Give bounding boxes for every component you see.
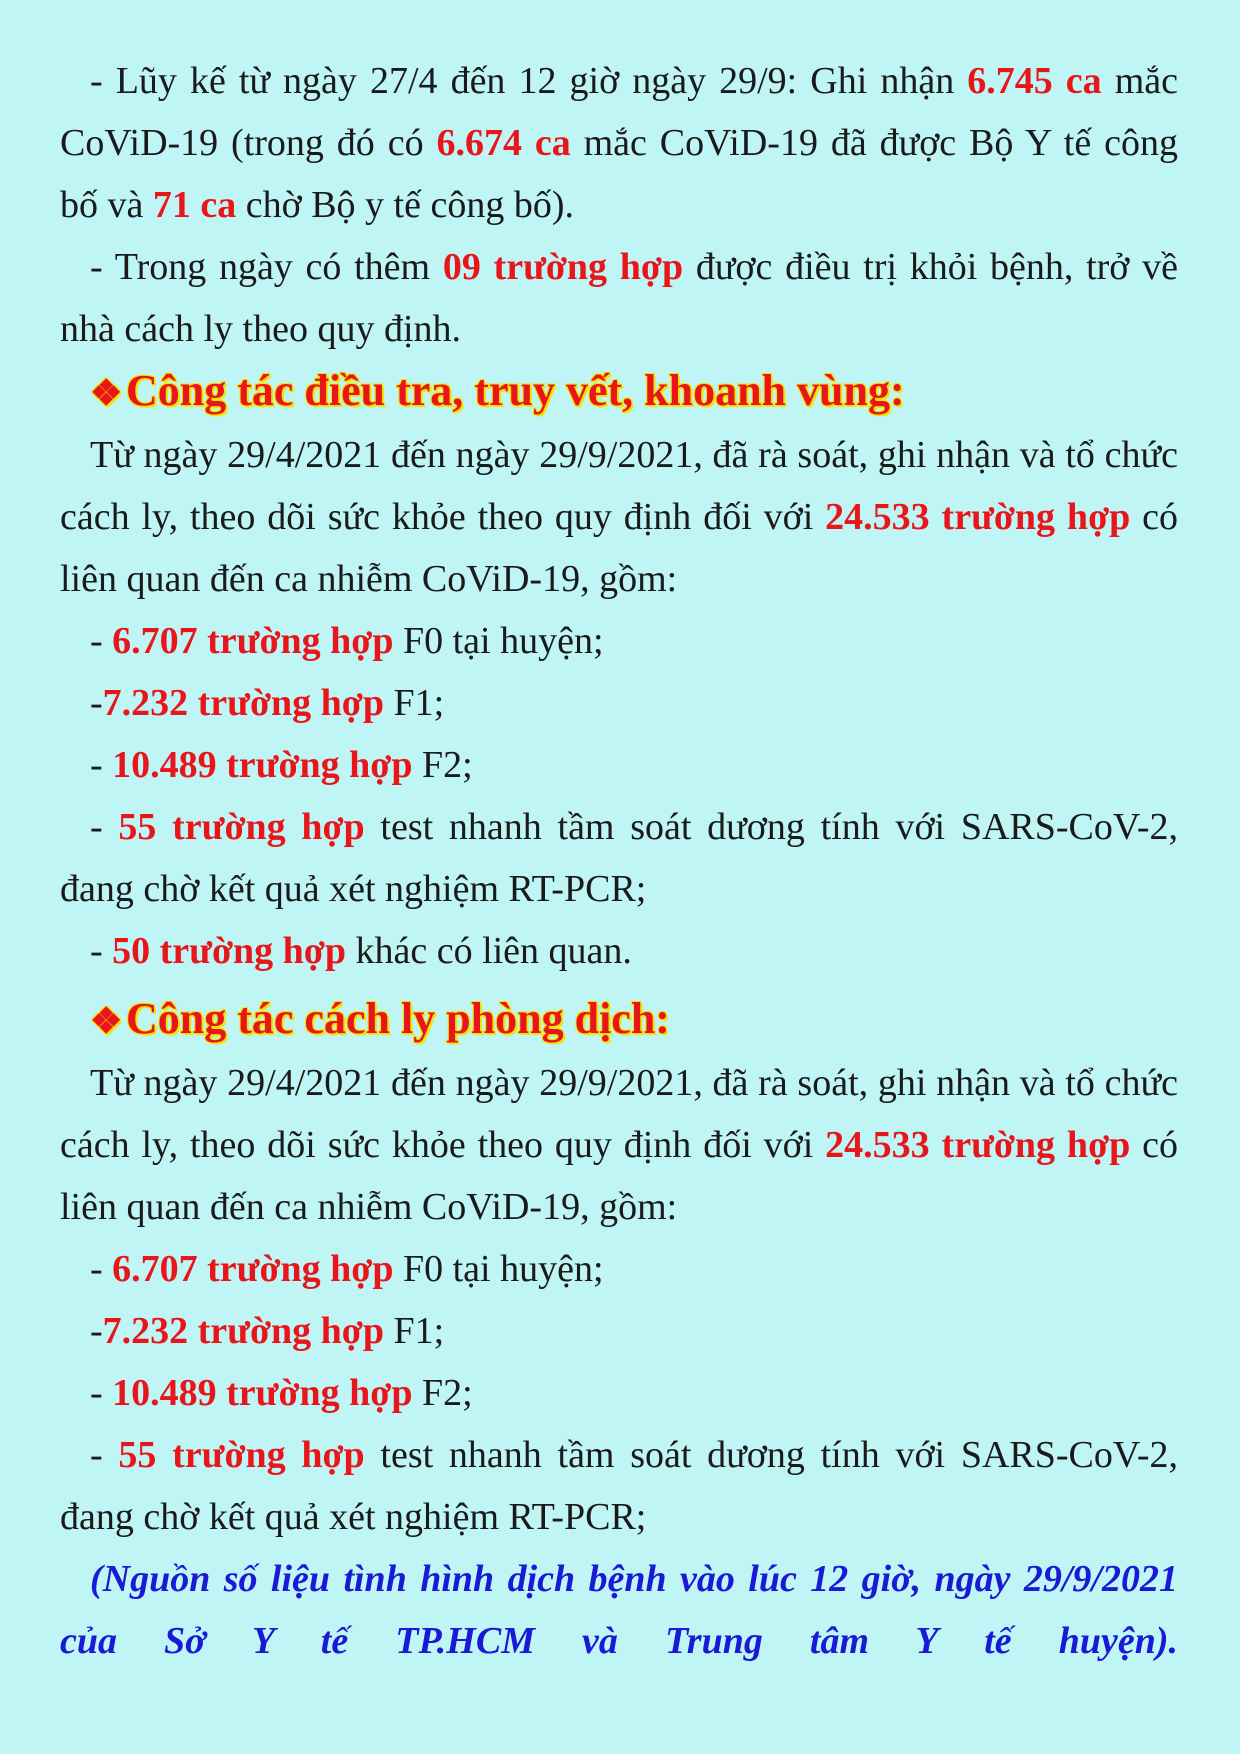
text-segment: mắc CoViD-19 đã được Bộ Y tế công bố và <box>60 122 1178 226</box>
intro-cumulative-paragraph <box>60 50 1178 236</box>
highlight-count: 6.707 trường hợp <box>112 1248 394 1290</box>
text-segment: F0 tại huyện; <box>393 1248 604 1290</box>
text-segment: F1; <box>383 682 445 724</box>
list-item <box>60 734 1178 796</box>
highlight-total-contacts: 24.533 trường hợp <box>825 496 1131 538</box>
section-heading-quarantine <box>60 988 1178 1052</box>
text-segment: chờ Bộ y tế công bố). <box>236 184 575 226</box>
highlight-announced-cases: 6.674 ca <box>436 122 571 164</box>
text-segment: Từ ngày 29/4/2021 đến ngày 29/9/2021, đã rà soát, ghi nhận và tổ chức cách ly, theo dõi sức khỏe theo quy định đối với <box>60 434 1178 538</box>
text-segment: - <box>90 744 113 786</box>
list-item <box>60 920 1178 982</box>
highlight-count: 6.707 trường hợp <box>112 620 394 662</box>
text-segment: - <box>90 806 119 848</box>
highlight-recovered-cases: 09 trường hợp <box>442 246 684 288</box>
text-segment: F2; <box>412 744 473 786</box>
section-heading-text: Công tác cách ly phòng dịch: <box>126 994 670 1043</box>
highlight-count: 55 trường hợp <box>118 806 365 848</box>
intro-recovered-paragraph <box>60 236 1178 360</box>
text-segment: có liên quan đến ca nhiễm CoViD-19, gồm: <box>60 1124 1178 1228</box>
text-segment: F2; <box>412 1372 473 1414</box>
highlight-count: 10.489 trường hợp <box>112 744 413 786</box>
list-item <box>60 672 1178 734</box>
section2-paragraph <box>60 1052 1178 1238</box>
highlight-pending-cases: 71 ca <box>152 184 237 226</box>
text-segment: - <box>90 1372 113 1414</box>
text-segment: mắc CoViD-19 (trong đó có <box>60 60 1178 164</box>
text-segment: có liên quan đến ca nhiễm CoViD-19, gồm: <box>60 496 1178 600</box>
section-heading-investigation <box>60 360 1178 424</box>
diamond-bullet-icon: ❖ <box>90 373 123 413</box>
source-note: (Nguồn số liệu tình hình dịch bệnh vào lúc 12 giờ, ngày 29/9/2021 của Sở Y tế TP.HCM và Trung tâm Y tế huyện). <box>60 1558 1178 1662</box>
list-item <box>60 1238 1178 1300</box>
highlight-total-cases: 6.745 ca <box>967 60 1102 102</box>
highlight-count: 7.232 trường hợp <box>102 1310 384 1352</box>
diamond-bullet-icon: ❖ <box>90 1001 123 1041</box>
section-heading-text: Công tác điều tra, truy vết, khoanh vùng: <box>126 366 905 415</box>
text-segment: được điều trị khỏi bệnh, trở về nhà cách ly theo quy định. <box>60 246 1178 350</box>
text-segment: test nhanh tầm soát dương tính với SARS-CoV-2, đang chờ kết quả xét nghiệm RT-PCR; <box>60 806 1178 910</box>
text-segment: - Trong ngày có thêm <box>90 246 443 288</box>
text-segment: - <box>90 682 103 724</box>
text-segment: - <box>90 1310 103 1352</box>
text-segment: test nhanh tầm soát dương tính với SARS-CoV-2, đang chờ kết quả xét nghiệm RT-PCR; <box>60 1434 1178 1538</box>
text-segment: F1; <box>383 1310 445 1352</box>
list-item <box>60 1362 1178 1424</box>
highlight-total-contacts: 24.533 trường hợp <box>825 1124 1131 1166</box>
list-item <box>60 610 1178 672</box>
highlight-count: 7.232 trường hợp <box>102 682 384 724</box>
highlight-count: 10.489 trường hợp <box>112 1372 413 1414</box>
text-segment: F0 tại huyện; <box>393 620 604 662</box>
list-item <box>60 796 1178 920</box>
text-segment: - <box>90 930 113 972</box>
text-segment: - Lũy kế từ ngày 27/4 đến 12 giờ ngày 29/9: Ghi nhận <box>90 60 968 102</box>
list-item <box>60 1300 1178 1362</box>
section1-paragraph <box>60 424 1178 610</box>
list-item <box>60 1424 1178 1548</box>
text-segment: - <box>90 1434 119 1476</box>
text-segment: khác có liên quan. <box>345 930 632 972</box>
text-segment: - <box>90 620 113 662</box>
text-segment: - <box>90 1248 113 1290</box>
highlight-count: 50 trường hợp <box>112 930 346 972</box>
highlight-count: 55 trường hợp <box>118 1434 365 1476</box>
text-segment: Từ ngày 29/4/2021 đến ngày 29/9/2021, đã rà soát, ghi nhận và tổ chức cách ly, theo dõi sức khỏe theo quy định đối với <box>60 1062 1178 1166</box>
